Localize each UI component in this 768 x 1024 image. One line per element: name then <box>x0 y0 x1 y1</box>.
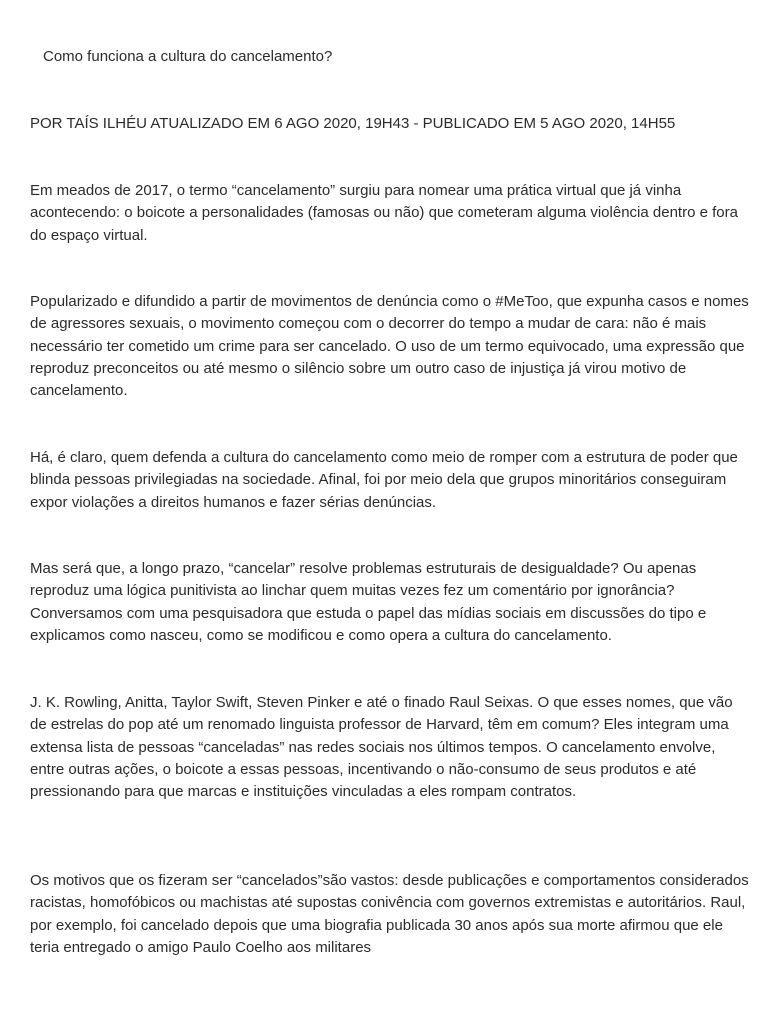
article-paragraph-6: Os motivos que os fizeram ser “cancelados”são vastos: desde publicações e comportamentos considerados racistas, homofóbicos ou machistas até supostas conivência com governos extremistas e autoritários. Raul, por exemplo, foi cancelado depois que uma biografia publicada 30 anos após sua morte afirmou que ele teria entregado o amigo Paulo Coelho aos militares <box>30 872 749 956</box>
article-paragraph-2: Popularizado e difundido a partir de movimentos de denúncia como o #MeToo, que expunha casos e nomes de agressores sexuais, o movimento começou com o decorrer do tempo a mudar de cara: não é mais necessário ter cometido um crime para ser cancelado. O uso de um termo equivocado, uma expressão que reproduz preconceitos ou até mesmo o silêncio sobre um outro caso de injustiça já virou motivo de cancelamento. <box>30 293 749 400</box>
article-paragraph-4: Mas será que, a longo prazo, “cancelar” resolve problemas estruturais de desigualdade? Ou apenas reproduz uma lógica punitivista ao linchar quem muitas vezes fez um comentário por ignorância? Conversamos com uma pesquisadora que estuda o papel das mídias sociais em discussões do tipo e explicamos como nasceu, como se modificou e como opera a cultura do cancelamento. <box>30 560 707 644</box>
article-title: Como funciona a cultura do cancelamento? <box>43 48 333 65</box>
article-byline: POR TAÍS ILHÉU ATUALIZADO EM 6 AGO 2020, 19H43 - PUBLICADO EM 5 AGO 2020, 14H55 <box>30 115 676 132</box>
article-paragraph-1: Em meados de 2017, o termo “cancelamento” surgiu para nomear uma prática virtual que já vinha acontecendo: o boicote a personalidades (famosas ou não) que cometeram alguma violência dentro e fora do espaço virtual. <box>30 182 738 244</box>
article-paragraph-3: Há, é claro, quem defenda a cultura do cancelamento como meio de romper com a estrutura de poder que blinda pessoas privilegiadas na sociedade. Afinal, foi por meio dela que grupos minoritários conseguiram expor violações a direitos humanos e fazer sérias denúncias. <box>30 449 738 511</box>
article-paragraph-5: J. K. Rowling, Anitta, Taylor Swift, Steven Pinker e até o finado Raul Seixas. O que esses nomes, que vão de estrelas do pop até um renomado linguista professor de Harvard, têm em comum? Eles integram uma extensa lista de pessoas “canceladas” nas redes sociais nos últimos tempos. O cancelamento envolve, entre outras ações, o boicote a essas pessoas, incentivando o não-consumo de seus produtos e até pressionando para que marcas e instituições vinculadas a eles rompam contratos. <box>30 694 733 801</box>
